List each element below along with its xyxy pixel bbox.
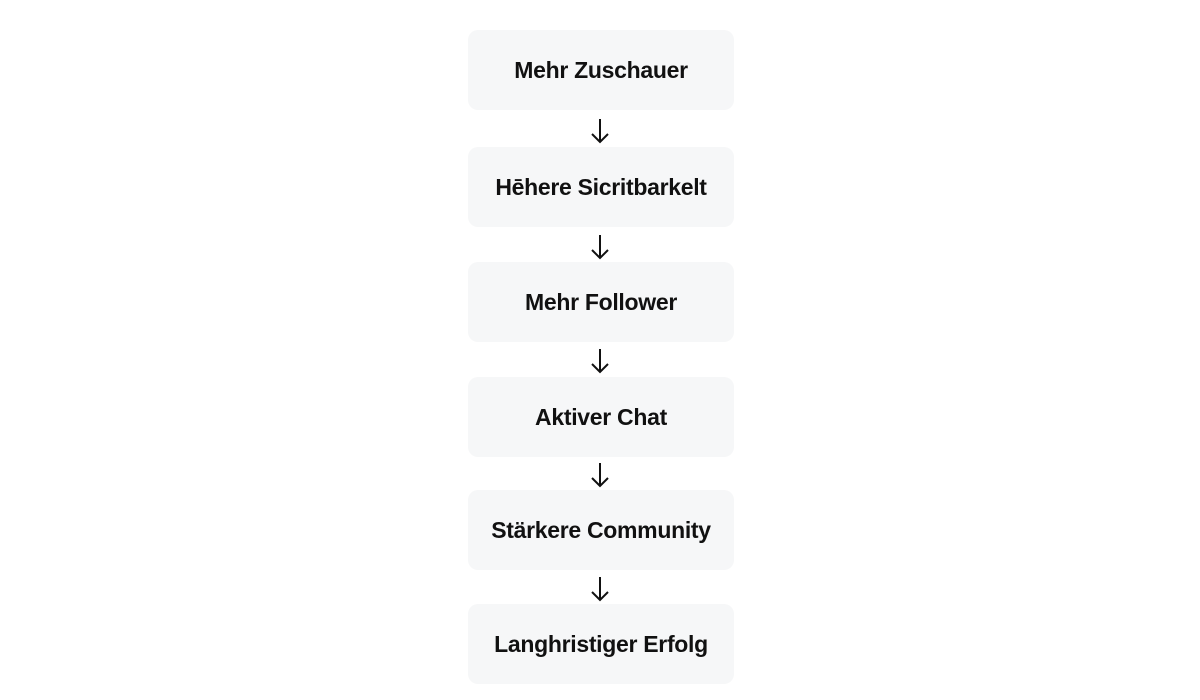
step-box-mehr-follower: [468, 262, 734, 342]
step-box-aktiver-chat: [468, 377, 734, 457]
step-box-hoehere-sichtbarkeit: [468, 147, 734, 227]
step-box-langfristiger-erfolg: [468, 604, 734, 684]
arrow-down-icon: [588, 575, 612, 603]
step-label: Aktiver Chat: [535, 403, 667, 430]
step-label: Stärkere Community: [491, 516, 711, 543]
step-label: Mehr Zuschauer: [514, 56, 688, 83]
arrow-down-icon: [588, 233, 612, 261]
step-box-staerkere-community: [468, 490, 734, 570]
step-label: Hēhere Sicritbarkelt: [495, 173, 707, 200]
arrow-down-icon: [588, 461, 612, 489]
step-label: Mehr Follower: [524, 288, 677, 315]
arrow-down-icon: [588, 117, 612, 145]
step-box-mehr-zuschauer: [468, 30, 734, 110]
arrow-down-icon: [588, 347, 612, 375]
step-label: Langhristiger Erfolg: [494, 630, 708, 657]
